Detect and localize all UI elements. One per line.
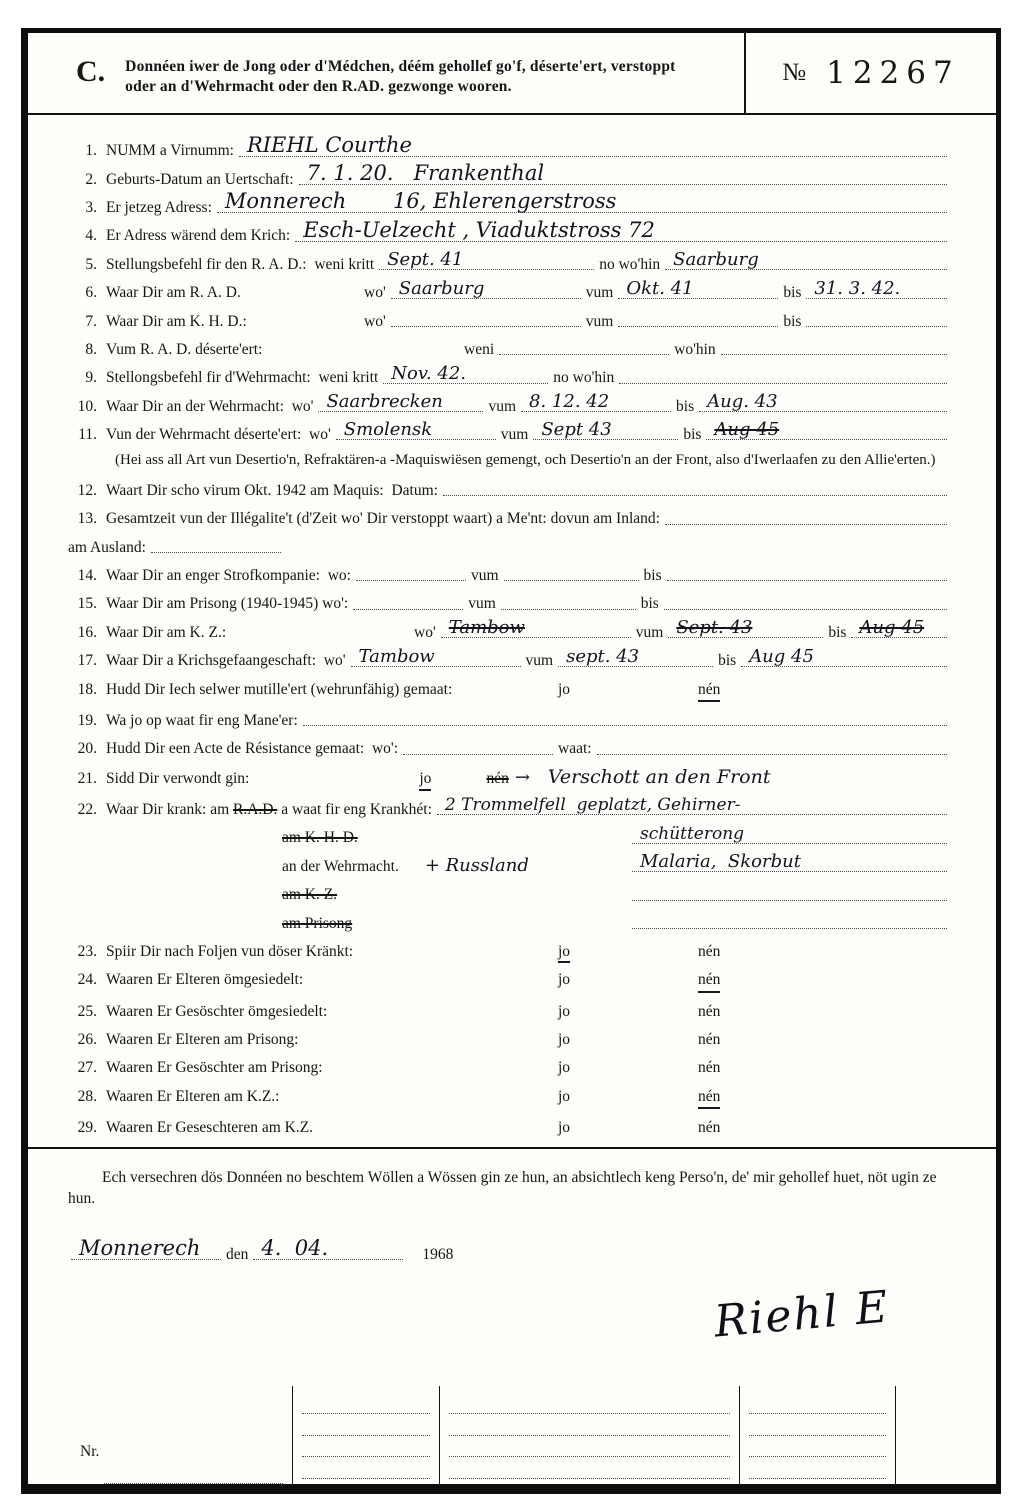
row-number: 17.: [77, 652, 97, 670]
handwritten-value: 2 Trommelfell geplatzt, Gehirner-: [444, 795, 741, 816]
bis-label: bis: [683, 426, 702, 444]
row-number: 2.: [85, 170, 97, 188]
vum-label: vum: [635, 623, 664, 641]
row-number: 3.: [85, 199, 97, 217]
row-number: 5.: [85, 255, 97, 273]
answer-line: [521, 391, 671, 413]
declaration-text: Ech versechren dös Donnéen no beschtem Wöllen a Wössen gin ze hun, an absichtlech keng Perso'n, de' mir gehollef huet, nöt ugin ze hun.: [68, 1168, 937, 1208]
form-row-9: [68, 362, 952, 387]
answer-line: [665, 524, 947, 525]
nen-option-struck: nén: [486, 769, 509, 787]
row-number: 26.: [77, 1031, 97, 1049]
bottom-column-1: [292, 1386, 439, 1484]
answer-line: [721, 354, 947, 355]
form-row-22-kz: [282, 885, 952, 904]
form-intro-text: Donnéen iwer de Jong oder d'Médchen, déém gehollef go'f, déserte'ert, verstoppt oder an d'Wehrmacht oder den R.AD. gezwonge wooren.: [125, 58, 676, 96]
row-label: Waaren Er Elteren am Prisong:: [106, 1031, 299, 1049]
row-label: Hudd Dir Iech selwer mutille'ert (wehrunfähig) gemaat:: [106, 680, 453, 698]
row-label: Er Adress wärend dem Krich:: [106, 227, 291, 245]
handwritten-value: Aug 45: [749, 645, 814, 667]
row-label: no wo'hin: [553, 369, 615, 387]
blank-cell-line: [302, 1439, 430, 1458]
handwritten-value-struck: Sept. 43: [676, 617, 753, 639]
answer-line: [632, 928, 947, 929]
section-letter: C.: [76, 55, 106, 88]
blank-cell-line: [749, 1460, 886, 1479]
form-row-12: [68, 481, 952, 500]
jo-option: jo: [558, 1031, 571, 1049]
handwritten-value: Aug. 43: [707, 391, 778, 413]
form-row-16: [68, 617, 952, 642]
answer-line: [668, 617, 823, 639]
form-row-28: [68, 1087, 952, 1109]
vum-label: vum: [585, 284, 614, 302]
hand-arrow: →: [514, 766, 530, 788]
answer-line: [303, 725, 947, 726]
row-number: 20.: [77, 740, 97, 758]
answer-line: [151, 552, 281, 553]
date-value: 4. 04.: [261, 1235, 329, 1260]
row-label: Wa jo op waat fir eng Mane'er:: [106, 711, 298, 729]
row-label: am Ausland:: [68, 538, 146, 556]
row-number: 29.: [77, 1119, 97, 1137]
signature: Riehl E: [712, 1281, 892, 1348]
jo-option-marked: jo: [419, 769, 431, 791]
form-row-10: [68, 391, 952, 416]
answer-line: [741, 645, 947, 667]
row-label: Waar Dir am R. A. D.: [106, 284, 241, 302]
row-label: Waaren Er Elteren am K.Z.:: [106, 1087, 280, 1105]
handwritten-value: + Russland: [424, 854, 529, 876]
row-number: 27.: [77, 1059, 97, 1077]
form-row-8: [68, 340, 952, 359]
nen-option: nén: [698, 1119, 721, 1137]
form-body: [28, 115, 996, 1137]
form-row-20: [68, 739, 952, 758]
row-label: Vun der Wehrmacht déserte'ert: wo': [106, 426, 331, 444]
place-field: [71, 1235, 221, 1260]
row-label: Waar Dir a Krichsgefaangeschaft: wo': [106, 652, 346, 670]
handwritten-value: Smolensk: [343, 419, 433, 441]
jo-option: jo: [558, 1119, 571, 1137]
serial-number: 12267: [826, 55, 960, 92]
answer-line: [443, 495, 947, 496]
form-row-17: [68, 645, 952, 670]
row-label: Waar Dir an enger Strofkompanie: wo:: [106, 567, 351, 585]
row-number: 19.: [77, 711, 97, 729]
nr-field: [104, 1483, 283, 1484]
row-number: 14.: [77, 567, 97, 585]
header: [28, 33, 996, 115]
nen-option: nén: [698, 942, 721, 960]
row-number: 28.: [77, 1087, 97, 1105]
row-label: Waart Dir scho virum Okt. 1942 am Maquis: Datum:: [106, 481, 438, 499]
vum-label: vum: [468, 595, 496, 613]
handwritten-value-struck: Aug 45: [714, 419, 780, 441]
answer-line: [806, 277, 947, 299]
bis-label: bis: [640, 595, 659, 613]
row-label: Waar Dir krank: am: [106, 801, 234, 819]
bis-label: bis: [718, 652, 737, 670]
handwritten-value: Sept 43: [541, 419, 612, 441]
answer-line: [353, 609, 463, 610]
vum-label: vum: [525, 652, 554, 670]
blank-cell-line: [449, 1417, 730, 1436]
form-row-21: [68, 765, 952, 791]
row-number: 21.: [77, 769, 97, 787]
row-label: Waar Dir am K. H. D.:: [106, 312, 247, 330]
row-label: Spiir Dir nach Foljen vun döser Kränkt:: [106, 942, 354, 960]
row-number: 11.: [78, 426, 97, 444]
answer-line: [664, 609, 947, 610]
wo-label: wo': [414, 623, 436, 641]
form-row-27: [68, 1058, 952, 1077]
blank-cell-line: [449, 1439, 730, 1458]
bottom-column-3: [739, 1386, 895, 1484]
kz-label-text: am K. Z.: [282, 886, 338, 904]
answer-line: [618, 326, 778, 327]
blank-cell-line: [449, 1460, 730, 1479]
row-number: 1.: [85, 142, 97, 160]
row-label: Waaren Er Elteren ömgesiedelt:: [106, 971, 304, 989]
den-label: den: [226, 1245, 249, 1263]
handwritten-value: Monnerech 16, Ehlerengerstross: [224, 189, 617, 214]
bis-label: bis: [828, 623, 847, 641]
handwritten-value-struck: Tambow: [448, 617, 525, 639]
bis-label: bis: [783, 284, 802, 302]
row-label: Sidd Dir verwondt gin:: [106, 769, 250, 787]
answer-line: [437, 795, 947, 816]
row-label: Stellongsbefehl fir d'Wehrmacht: weni kritt: [106, 369, 379, 387]
jo-option-marked: [558, 942, 698, 961]
form-row-14: [68, 566, 952, 585]
khd-label-text: am K. H. D.: [282, 829, 358, 847]
row-label: NUMM a Virnumm:: [106, 142, 234, 160]
weni-label: weni: [464, 340, 495, 358]
wohin-label: wo'hin: [674, 340, 716, 358]
row-number: 8.: [85, 340, 97, 358]
jo-option: jo: [558, 680, 571, 698]
blank-cell-line: [749, 1417, 886, 1436]
jo-option: jo: [558, 971, 571, 989]
row-label: Geburts-Datum an Uertschaft:: [106, 170, 294, 188]
row-label: Waaren Er Gesöschter ömgesiedelt:: [106, 1002, 328, 1020]
row-label: Waaren Er Geseschteren am K.Z.: [106, 1119, 314, 1137]
wo-label: wo': [364, 284, 386, 302]
row-number: 6.: [85, 284, 97, 302]
nen-option: nén: [698, 1002, 721, 1020]
answer-line: [379, 249, 594, 271]
handwritten-value: Saarburg: [673, 249, 759, 271]
khd-label-struck: [282, 828, 627, 847]
handwritten-value-struck: Aug 45: [859, 617, 925, 639]
vum-label: vum: [585, 312, 614, 330]
handwritten-value: RIEHL Courthe: [246, 132, 412, 157]
row-number: 18.: [77, 680, 97, 698]
form-row-24: [68, 970, 952, 992]
jo-option: jo: [558, 1059, 571, 1077]
answer-line: [336, 419, 496, 441]
form-row-2: [68, 161, 952, 189]
row-number: 10.: [77, 397, 97, 415]
form-row-29: [68, 1118, 952, 1137]
jo-option: jo: [558, 1002, 571, 1020]
row-label: Waar Dir am Prisong (1940-1945) wo':: [106, 595, 349, 613]
row-label: a waat fir eng Krankhét:: [277, 801, 432, 819]
bis-label: bis: [783, 312, 802, 330]
answer-line: [632, 823, 947, 844]
row-11-note: (Hei ass all Art vun Desertio'n, Refraktären-a -Maquiswiësen gemengt, och Desertio'n an der Front, also d'Iwerlaafen zu den Allie'erten.): [115, 452, 936, 469]
serial-number-box: [744, 33, 996, 113]
nen-option-marked: nén: [698, 1087, 720, 1109]
row-number: 13.: [77, 510, 97, 528]
answer-line: [295, 217, 947, 242]
row-number: 25.: [77, 1002, 97, 1020]
answer-line: [618, 277, 778, 299]
wehrmacht-label-text: an der Wehrmacht.: [282, 857, 399, 875]
row-label: Waaren Er Gesöschter am Prisong:: [106, 1059, 323, 1077]
answer-line: [597, 754, 947, 755]
prisong-label-struck: [282, 914, 627, 933]
answer-line: [391, 326, 581, 327]
wehrmacht-label-group: [282, 854, 627, 876]
answer-line: [504, 580, 639, 581]
row-number: 24.: [77, 971, 97, 989]
bis-label: bis: [676, 397, 695, 415]
answer-line: [239, 132, 947, 157]
answer-line: [351, 645, 521, 667]
answer-line: [706, 419, 947, 441]
form-page: [21, 28, 1001, 1494]
kz-label-struck: [282, 885, 627, 904]
nen-option: nén: [698, 1059, 721, 1077]
answer-line: [383, 362, 548, 384]
handwritten-value: Tambow: [358, 645, 435, 667]
year-label: 1968: [422, 1245, 454, 1263]
blank-cell-line: [449, 1395, 730, 1414]
answer-line: [441, 617, 631, 639]
bottom-column-2: [439, 1386, 739, 1484]
numero-sign: №: [782, 59, 807, 87]
bottom-column-4: [895, 1386, 996, 1484]
blank-cell-line: [302, 1460, 430, 1479]
form-row-22: [68, 795, 952, 819]
blank-cell-line: [302, 1395, 430, 1414]
form-row-13: [68, 509, 952, 528]
header-text-block: [28, 33, 744, 113]
answer-line: [501, 609, 636, 610]
form-row-6: [68, 277, 952, 302]
answer-line: [403, 754, 553, 755]
row-label: no wo'hin: [599, 255, 661, 273]
jo-option-text: jo: [558, 943, 570, 963]
row-label: Waar Dir am K. Z.:: [106, 623, 227, 641]
row-number: 22.: [77, 801, 97, 819]
answer-line: [632, 900, 947, 901]
row-label: Er jetzeg Adress:: [106, 199, 212, 217]
nen-option: nén: [698, 1031, 721, 1049]
row-number: 15.: [77, 595, 97, 613]
form-row-19: [68, 711, 952, 730]
form-row-5: [68, 249, 952, 274]
answer-line: [318, 391, 483, 413]
row-number: 12.: [77, 481, 97, 499]
handwritten-value: Saarbrecken: [326, 391, 443, 413]
answer-line: [619, 383, 947, 384]
vum-label: vum: [500, 426, 529, 444]
form-row-11: [68, 419, 952, 444]
rad-label-struck: R.A.D.: [233, 801, 278, 819]
bis-label: bis: [643, 567, 662, 585]
row-label: Stellungsbefehl fir den R. A. D.: weni kritt: [106, 255, 375, 273]
row-label: Waar Dir an der Wehrmacht: wo': [106, 397, 314, 415]
form-row-7: [68, 312, 952, 331]
nr-label: Nr.: [80, 1443, 100, 1460]
answer-line: [533, 419, 678, 441]
answer-line: [558, 645, 713, 667]
handwritten-value: Okt. 41: [626, 277, 694, 299]
vum-label: vum: [470, 567, 499, 585]
date-field: [253, 1235, 403, 1260]
nr-zone: [28, 1386, 292, 1484]
blank-cell-line: [749, 1439, 886, 1458]
row-number: 16.: [77, 623, 97, 641]
answer-line: [665, 249, 947, 271]
form-row-22-prisong: [282, 914, 952, 933]
bottom-table: [28, 1386, 996, 1484]
prisong-label-text: am Prisong: [282, 914, 353, 932]
waat-label: waat:: [558, 740, 592, 758]
form-row-1: [68, 132, 952, 160]
handwritten-value: Verschott an den Front: [547, 765, 771, 788]
handwritten-value: schütterong: [640, 823, 745, 844]
place-date-line: [66, 1235, 952, 1264]
answer-line: [356, 580, 466, 581]
handwritten-value: Nov. 42.: [391, 362, 466, 384]
answer-line: [851, 617, 947, 639]
answer-line: [499, 354, 669, 355]
nen-option-marked: nén: [698, 970, 720, 992]
answer-line: [806, 326, 947, 327]
row-number: 23.: [77, 942, 97, 960]
form-row-4: [68, 217, 952, 245]
row-label: Vum R. A. D. déserte'ert:: [106, 340, 263, 358]
form-row-18: [68, 680, 952, 702]
answer-line: [699, 391, 947, 413]
form-row-15: [68, 594, 952, 613]
form-row-22-wehrmacht: [282, 851, 952, 876]
handwritten-value: 7. 1. 20. Frankenthal: [306, 161, 545, 186]
handwritten-value: sept. 43: [566, 645, 640, 667]
answer-line: [391, 277, 581, 299]
answer-line: [667, 580, 947, 581]
handwritten-value: Saarburg: [398, 277, 485, 299]
handwritten-value: Esch-Uelzecht , Viaduktstross 72: [303, 217, 655, 242]
place-value: Monnerech: [79, 1235, 201, 1260]
form-row-13b: [68, 538, 952, 557]
form-row-25: [68, 1002, 952, 1021]
wo-label: wo': [364, 312, 386, 330]
form-row-3: [68, 189, 952, 217]
form-row-26: [68, 1030, 952, 1049]
row-number: 9.: [85, 369, 97, 387]
vum-label: vum: [488, 397, 517, 415]
row-label: Hudd Dir een Acte de Résistance gemaat: wo':: [106, 740, 399, 758]
jo-option: jo: [558, 1087, 571, 1105]
blank-cell-line: [749, 1395, 886, 1414]
handwritten-value: 31. 3. 42.: [814, 277, 901, 299]
form-row-22-khd: [282, 823, 952, 847]
answer-line: [217, 189, 947, 214]
answer-line: [632, 851, 947, 873]
handwritten-value: Sept. 41: [387, 249, 464, 271]
answer-line: [299, 161, 947, 186]
nen-option-marked: nén: [698, 680, 720, 702]
row-label: Gesamtzeit vun der Illégalite't (d'Zeit wo' Dir verstoppt waart) a Me'nt: dovun am Inland:: [106, 510, 660, 528]
row-number: 7.: [85, 312, 97, 330]
row-number: 4.: [85, 227, 97, 245]
handwritten-value: Malaria, Skorbut: [640, 851, 801, 873]
handwritten-value: 8. 12. 42: [529, 391, 610, 413]
form-row-23: [68, 942, 952, 961]
blank-cell-line: [302, 1417, 430, 1436]
